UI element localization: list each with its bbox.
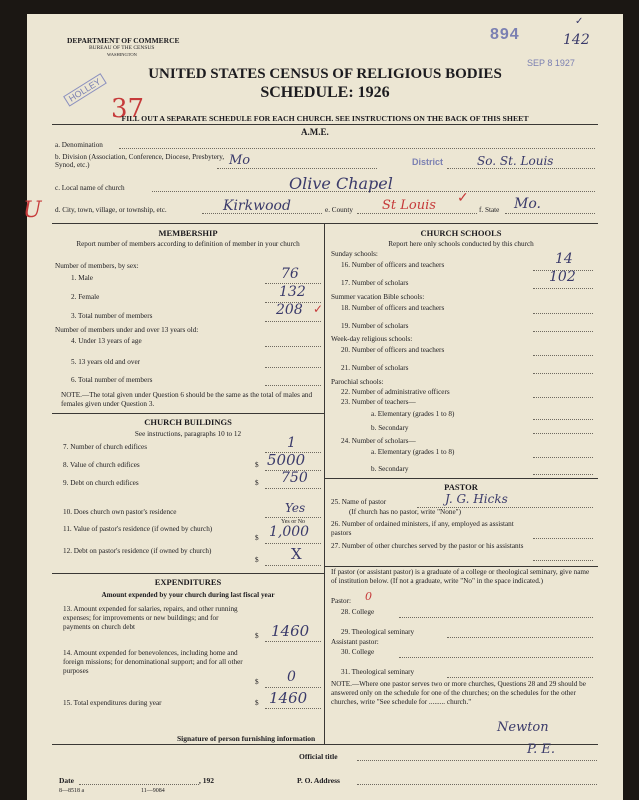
city-label: WASHINGTON bbox=[107, 52, 137, 57]
holley-stamp: HOLLEY bbox=[63, 73, 106, 106]
sunday-scholars-value: 102 bbox=[549, 269, 576, 285]
dollar-sign: $ bbox=[255, 699, 259, 707]
total-check-icon: ✓ bbox=[313, 302, 324, 316]
red-number: 37 bbox=[111, 94, 145, 124]
department-label: DEPARTMENT OF COMMERCE bbox=[67, 36, 180, 45]
total-members-value: 208 bbox=[276, 302, 303, 318]
owns-residence-value: Yes bbox=[285, 501, 306, 515]
checkmark-icon: ✓ bbox=[575, 16, 584, 27]
membership-by-age-label: Number of members under and over 13 years old: bbox=[55, 326, 199, 334]
weekday-teachers-label: 20. Number of officers and teachers bbox=[341, 346, 445, 354]
running-expenses-label: 13. Amount expended for salaries, repairs, and other running expenses; for improvements or new buildings; and for payments on church debt bbox=[63, 605, 238, 631]
residence-value: 1,000 bbox=[269, 524, 310, 540]
city-field-label: d. City, town, village, or township, etc. bbox=[55, 206, 167, 214]
signature-value: Newton bbox=[497, 720, 549, 735]
total-expenditures-value: 1460 bbox=[269, 689, 308, 707]
pastor-note: NOTE.—Where one pastor serves two or more churches, Questions 28 and 29 should be answered only on the schedule for one of the churches; on the schedules for the other churches, write "See schedule for ......... church." bbox=[331, 680, 586, 706]
edifices-value: 1 bbox=[287, 435, 296, 451]
pastor-sublabel: Pastor: bbox=[331, 597, 351, 605]
schools-title: CHURCH SCHOOLS bbox=[420, 228, 502, 238]
weekday-scholars-label: 21. Number of scholars bbox=[341, 364, 409, 372]
pastor-college-label: 28. College bbox=[341, 608, 375, 616]
running-expenses-value: 1460 bbox=[271, 622, 310, 640]
form-subtitle: SCHEDULE: 1926 bbox=[260, 84, 390, 101]
edifices-label: 7. Number of church edifices bbox=[63, 443, 148, 451]
dollar-sign: $ bbox=[255, 534, 259, 542]
female-label: 2. Female bbox=[71, 293, 100, 301]
dollar-sign: $ bbox=[255, 678, 259, 686]
pastor-name-label: 25. Name of pastor bbox=[331, 498, 387, 506]
buildings-title: CHURCH BUILDINGS bbox=[144, 417, 232, 427]
received-date-stamp: SEP 8 1927 bbox=[527, 58, 575, 68]
owns-residence-label: 10. Does church own pastor's residence bbox=[63, 508, 177, 516]
summer-teachers-label: 18. Number of officers and teachers bbox=[341, 304, 445, 312]
assistant-pastors-label: 26. Number of ordained ministers, if any, employed as assistant pastors bbox=[331, 520, 514, 537]
assistant-seminary-label: 31. Theological seminary bbox=[341, 668, 415, 676]
parochial-officers-label: 22. Number of administrative officers bbox=[341, 388, 450, 396]
over-13-label: 5. 13 years old and over bbox=[71, 358, 141, 366]
form-instructions: FILL OUT A SEPARATE SCHEDULE FOR EACH CHURCH. SEE INSTRUCTIONS ON THE BACK OF THIS SHEET bbox=[121, 114, 529, 123]
edifice-debt-value: 750 bbox=[281, 470, 308, 486]
pastor-graduate-value: 0 bbox=[365, 590, 372, 603]
scholars-elementary-label: a. Elementary (grades 1 to 8) bbox=[371, 448, 455, 456]
dollar-sign: $ bbox=[255, 461, 259, 469]
sunday-teachers-value: 14 bbox=[555, 251, 573, 267]
edifice-value: 5000 bbox=[267, 451, 306, 469]
pastor-seminary-label: 29. Theological seminary bbox=[341, 628, 415, 636]
teachers-elementary-label: a. Elementary (grades 1 to 8) bbox=[371, 410, 455, 418]
yes-no-hint: Yes or No bbox=[281, 519, 306, 525]
total-expenditures-label: 15. Total expenditures during year bbox=[63, 699, 162, 707]
scholars-secondary-label: b. Secondary bbox=[371, 465, 409, 473]
district-value: So. St. Louis bbox=[477, 154, 554, 168]
year-label: , 192 bbox=[199, 776, 214, 785]
residence-value-label: 11. Value of pastor's residence (if owned by church) bbox=[63, 525, 213, 533]
summer-scholars-label: 19. Number of scholars bbox=[341, 322, 409, 330]
assistant-sublabel: Assistant pastor: bbox=[331, 638, 379, 646]
other-churches-label: 27. Number of other churches served by the pastor or his assistants bbox=[331, 542, 524, 550]
sunday-teachers-label: 16. Number of officers and teachers bbox=[341, 261, 445, 269]
male-label: 1. Male bbox=[71, 274, 93, 282]
male-value: 76 bbox=[281, 266, 299, 282]
edifice-debt-label: 9. Debt on church edifices bbox=[63, 479, 139, 487]
margin-mark: U bbox=[23, 198, 42, 223]
denomination-mark: A.M.E. bbox=[301, 127, 329, 137]
county-label: e. County bbox=[325, 206, 353, 214]
district-label: District bbox=[412, 157, 444, 167]
membership-by-sex-label: Number of members, by sex: bbox=[55, 262, 139, 270]
assistant-college-label: 30. College bbox=[341, 648, 375, 656]
po-address-label: P. O. Address bbox=[297, 776, 340, 785]
under-13-label: 4. Under 13 years of age bbox=[71, 337, 142, 345]
summer-schools-label: Summer vacation Bible schools: bbox=[331, 293, 425, 301]
date-label: Date bbox=[59, 776, 74, 785]
corner-number: 142 bbox=[563, 32, 590, 48]
parochial-teachers-label: 23. Number of teachers— bbox=[341, 398, 416, 406]
membership-note: NOTE.—The total given under Question 6 should be the same as the total of males and females given under Question 3. bbox=[61, 391, 313, 408]
benevolences-value: 0 bbox=[287, 669, 296, 685]
weekday-schools-label: Week-day religious schools: bbox=[331, 335, 413, 343]
pastor-title: PASTOR bbox=[444, 482, 478, 492]
division-value: Mo bbox=[229, 153, 251, 168]
official-title-value: P. E. bbox=[527, 742, 555, 757]
total-members-label: 3. Total number of members bbox=[71, 312, 153, 320]
form-title: UNITED STATES CENSUS OF RELIGIOUS BODIES bbox=[148, 66, 502, 82]
pastor-name-value: J. G. Hicks bbox=[445, 492, 508, 506]
church-name-label: c. Local name of church bbox=[55, 184, 125, 192]
county-check-icon: ✓ bbox=[457, 190, 469, 206]
dollar-sign: $ bbox=[255, 479, 259, 487]
total-by-age-label: 6. Total number of members bbox=[71, 376, 153, 384]
church-name-value: Olive Chapel bbox=[289, 174, 393, 193]
city-value: Kirkwood bbox=[223, 198, 291, 214]
state-value: Mo. bbox=[514, 196, 541, 212]
dollar-sign: $ bbox=[255, 556, 259, 564]
membership-intro: Report number of members according to definition of member in your church bbox=[76, 240, 300, 248]
parochial-scholars-label: 24. Number of scholars— bbox=[341, 437, 416, 445]
residence-debt-label: 12. Debt on pastor's residence (if owned by church) bbox=[63, 547, 212, 555]
division-label: b. Division (Association, Conference, Diocese, Presbytery, Synod, etc.) bbox=[55, 153, 225, 169]
stamp-number: 894 bbox=[490, 26, 520, 43]
residence-debt-value: X bbox=[291, 545, 302, 563]
female-value: 132 bbox=[279, 284, 306, 300]
expenditures-title: EXPENDITURES bbox=[154, 577, 222, 587]
county-value: St Louis bbox=[382, 198, 436, 213]
print-number: 11—9084 bbox=[141, 788, 165, 794]
state-label: f. State bbox=[479, 206, 500, 214]
sunday-schools-label: Sunday schools: bbox=[331, 250, 378, 258]
edifice-value-label: 8. Value of church edifices bbox=[63, 461, 140, 469]
denomination-label: a. Denomination bbox=[55, 141, 103, 149]
expenditures-intro: Amount expended by your church during last fiscal year bbox=[101, 591, 275, 599]
signature-label: Signature of person furnishing information bbox=[177, 734, 316, 743]
form-number: 8—8518 a bbox=[59, 788, 85, 794]
buildings-subtitle: See instructions, paragraphs 10 to 12 bbox=[134, 430, 242, 438]
census-schedule-page bbox=[23, 14, 623, 800]
sunday-scholars-label: 17. Number of scholars bbox=[341, 279, 409, 287]
schools-intro: Report here only schools conducted by this church bbox=[388, 240, 534, 248]
benevolences-label: 14. Amount expended for benevolences, including home and foreign missions; for denominational support; and for all other purposes bbox=[63, 649, 243, 675]
official-title-label: Official title bbox=[299, 752, 338, 761]
bureau-label: BUREAU OF THE CENSUS bbox=[89, 45, 155, 51]
teachers-secondary-label: b. Secondary bbox=[371, 424, 409, 432]
membership-title: MEMBERSHIP bbox=[158, 228, 218, 238]
dollar-sign: $ bbox=[255, 632, 259, 640]
parochial-schools-label: Parochial schools: bbox=[331, 378, 384, 386]
pastor-name-note: (If church has no pastor, write "None") bbox=[349, 508, 461, 516]
graduate-note: If pastor (or assistant pastor) is a graduate of a college or theological seminary, give name of institution below. (If not a graduate, write "No" in the space indicated.) bbox=[331, 568, 590, 585]
